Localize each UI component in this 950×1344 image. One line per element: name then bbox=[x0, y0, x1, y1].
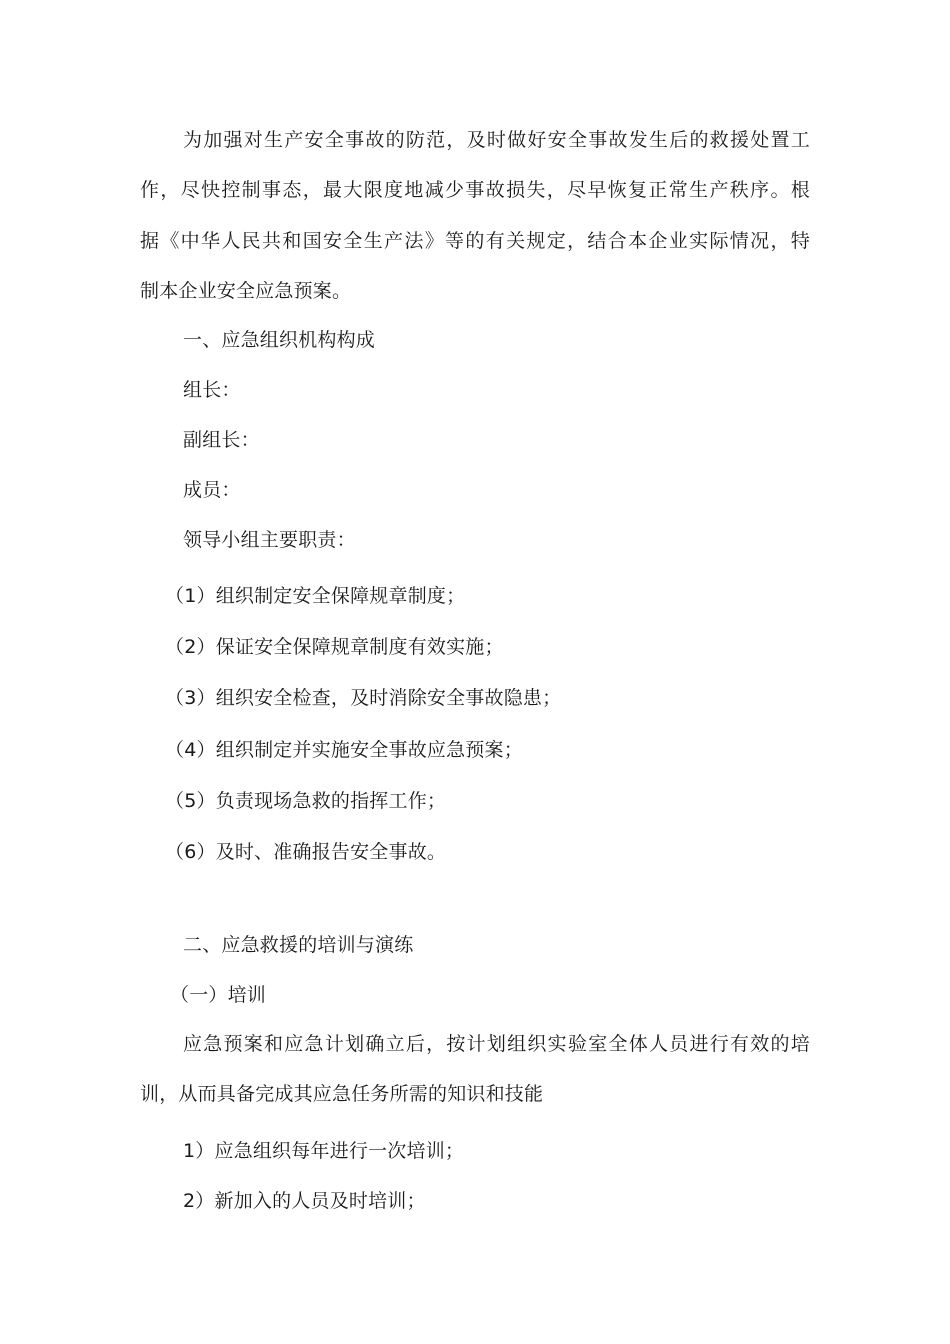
duty-item-1: （1）组织制定安全保障规章制度； bbox=[165, 585, 466, 607]
training-para-line-2: 训，从而具备完成其应急任务所需的知识和技能 bbox=[140, 1083, 544, 1105]
duties-title: 领导小组主要职责： bbox=[183, 529, 356, 551]
training-item-1: 1）应急组织每年进行一次培训； bbox=[183, 1140, 465, 1162]
intro-line-4: 制本企业安全应急预案。 bbox=[140, 280, 352, 302]
duty-item-3: （3）组织安全检查，及时消除安全事故隐患； bbox=[165, 687, 562, 709]
duty-item-4: （4）组织制定并实施安全事故应急预案； bbox=[165, 739, 523, 761]
members-label: 成员： bbox=[183, 479, 241, 501]
training-item-2: 2）新加入的人员及时培训； bbox=[183, 1190, 426, 1212]
intro-line-3: 据《中华人民共和国安全生产法》等的有关规定，结合本企业实际情况，特 bbox=[140, 230, 810, 252]
intro-line-2: 作，尽快控制事态，最大限度地减少事故损失，尽早恢复正常生产秩序。根 bbox=[140, 179, 810, 201]
duty-item-5: （5）负责现场急救的指挥工作； bbox=[165, 790, 447, 812]
leader-label: 组长： bbox=[183, 379, 241, 401]
section1-heading: 一、应急组织机构构成 bbox=[183, 329, 376, 351]
training-subheading: （一）培训 bbox=[170, 984, 267, 1006]
duty-item-6: （6）及时、准确报告安全事故。 bbox=[165, 841, 447, 863]
intro-line-1: 为加强对生产安全事故的防范，及时做好安全事故发生后的救援处置工 bbox=[183, 129, 810, 151]
duty-item-2: （2）保证安全保障规章制度有效实施； bbox=[165, 636, 504, 658]
section2-heading: 二、应急救援的培训与演练 bbox=[183, 934, 414, 956]
deputy-label: 副组长： bbox=[183, 429, 260, 451]
training-para-line-1: 应急预案和应急计划确立后，按计划组织实验室全体人员进行有效的培 bbox=[183, 1033, 810, 1055]
